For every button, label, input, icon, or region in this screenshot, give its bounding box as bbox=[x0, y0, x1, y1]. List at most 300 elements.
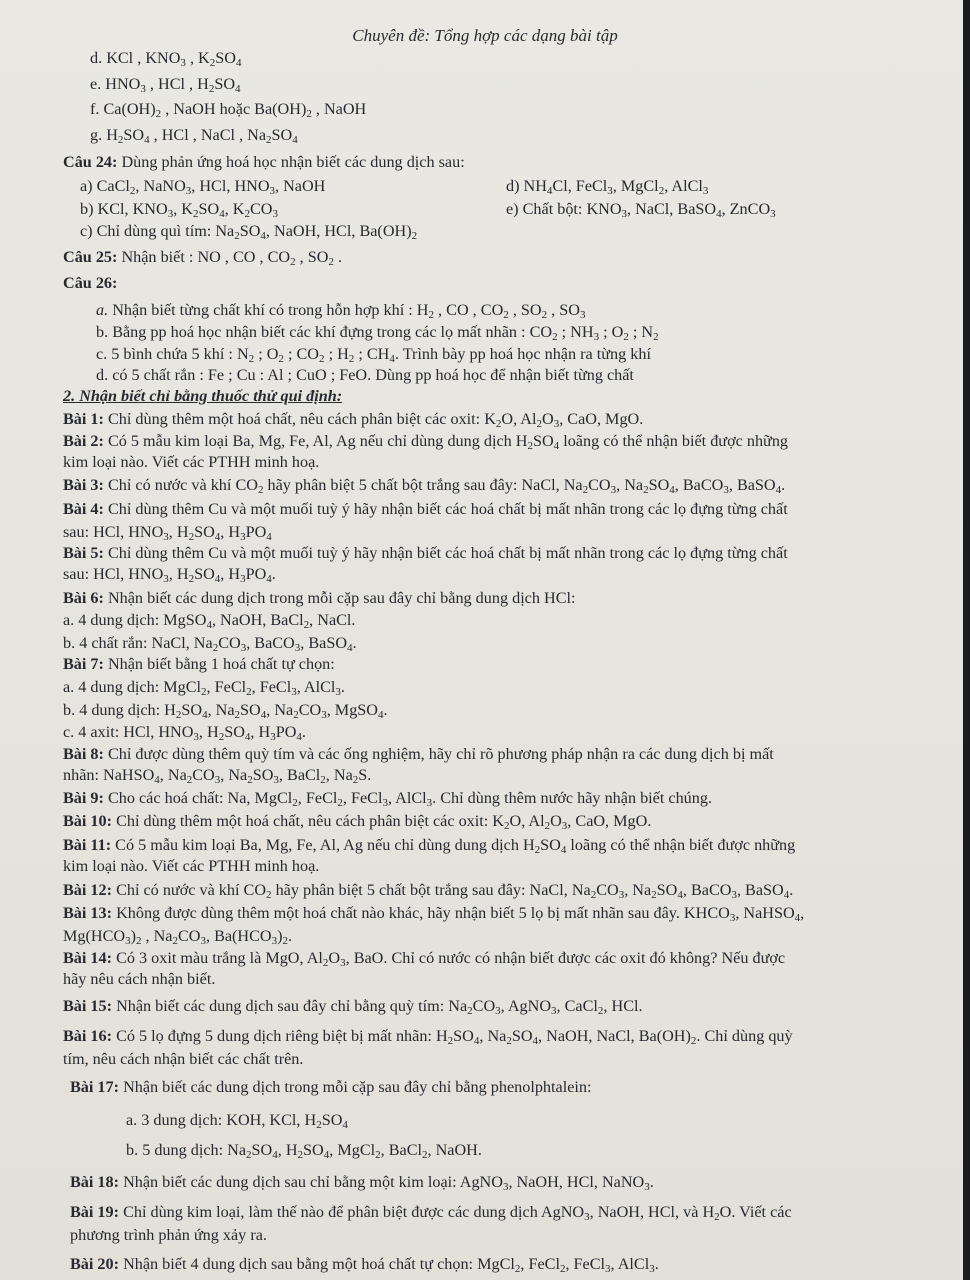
subscript: 4 bbox=[154, 774, 160, 786]
subscript: 2 bbox=[375, 1149, 381, 1161]
subscript: 2 bbox=[514, 1263, 521, 1275]
text-run: b. Bằng pp hoá học nhận biết các khí đựng trong các lọ mất nhãn : CO bbox=[96, 323, 553, 341]
text-run: , NaOH, HCl, NaNO bbox=[508, 1173, 645, 1191]
subscript: 4 bbox=[266, 531, 272, 543]
text-run: tím, nêu cách nhận biết các chất trên. bbox=[63, 1050, 304, 1068]
question-label: Câu 24: bbox=[63, 153, 122, 171]
text-run: SO bbox=[511, 1027, 533, 1045]
text-run: O, Al bbox=[501, 410, 537, 428]
text-run: ; N bbox=[628, 323, 654, 341]
text-line bbox=[63, 611, 355, 629]
text-run: , BaSO bbox=[300, 634, 348, 652]
text-line bbox=[63, 274, 117, 292]
text-run: , FeCl bbox=[206, 678, 247, 696]
text-run: , MgCl bbox=[612, 177, 659, 195]
subscript: 4 bbox=[206, 619, 212, 631]
text-line bbox=[63, 1027, 793, 1045]
text-line bbox=[90, 126, 298, 144]
text-run: Có 5 mẫu kim loại Ba, Mg, Fe, Al, Ag nếu chỉ dùng dung dịch H bbox=[115, 836, 535, 854]
text-run: , SO bbox=[295, 248, 329, 266]
text-run: SO bbox=[194, 565, 215, 583]
text-run: , Na bbox=[159, 766, 187, 784]
text-run: SO bbox=[181, 701, 203, 719]
text-line bbox=[90, 100, 366, 118]
subscript: 4 bbox=[202, 709, 208, 721]
text-run: Dùng phản ứng hoá học nhận biết các dung dịch sau: bbox=[121, 153, 465, 171]
text-line bbox=[96, 366, 634, 384]
text-run: , AlCl bbox=[296, 678, 336, 696]
text-run: CO bbox=[249, 200, 273, 218]
text-run: , BaSO bbox=[736, 881, 784, 899]
text-line bbox=[63, 949, 785, 967]
text-run: , K bbox=[173, 200, 193, 218]
text-run: SO bbox=[648, 476, 670, 494]
subscript: 4 bbox=[546, 185, 553, 197]
text-run: S. bbox=[358, 766, 372, 784]
subscript: 3 bbox=[551, 1005, 557, 1017]
subscript: 4 bbox=[716, 208, 722, 220]
subscript: 4 bbox=[473, 1035, 480, 1047]
text-run: SO bbox=[240, 701, 261, 719]
text-run: c) Chỉ dùng quì tím: Na bbox=[80, 222, 235, 240]
subscript: 2 bbox=[188, 573, 195, 585]
text-run: . bbox=[383, 701, 388, 719]
text-run: , NaOH bbox=[311, 100, 367, 118]
text-run: O. Viết các bbox=[719, 1203, 792, 1221]
subscript: 2 bbox=[292, 797, 298, 809]
text-run: Mg(HCO bbox=[63, 927, 126, 945]
text-run: , AlCl bbox=[387, 789, 427, 807]
subscript: 2 bbox=[248, 353, 255, 365]
subscript: 2 bbox=[328, 256, 334, 268]
subscript: 3 bbox=[163, 531, 169, 543]
subscript: 4 bbox=[244, 731, 251, 743]
text-run: a. 3 dung dịch: KOH, KCl, H bbox=[126, 1111, 317, 1129]
subscript: 3 bbox=[644, 1181, 650, 1193]
text-line bbox=[80, 177, 325, 195]
text-line bbox=[70, 1078, 591, 1096]
subscript: 4 bbox=[389, 353, 395, 365]
text-run: kim loại nào. Viết các PTHH minh hoạ. bbox=[63, 857, 320, 875]
subscript: 3 bbox=[502, 1181, 509, 1193]
page-header: Chuyên đề: Tổng hợp các dạng bài tập bbox=[352, 26, 618, 45]
text-run: , HCl. bbox=[603, 997, 643, 1015]
subscript: 2 bbox=[322, 957, 329, 969]
subscript: 2 bbox=[303, 619, 310, 631]
question-label: Bài 17: bbox=[70, 1078, 124, 1096]
subscript: 3 bbox=[340, 957, 346, 969]
subscript: 2 bbox=[282, 935, 289, 947]
subscript: 2 bbox=[218, 731, 225, 743]
text-run: Có 5 lọ đựng 5 dung dịch riêng biệt bị mất nhãn: H bbox=[116, 1027, 448, 1045]
text-line bbox=[126, 1141, 482, 1159]
text-run: , BaCO bbox=[674, 476, 724, 494]
text-run: Nhận biết bằng 1 hoá chất tự chọn: bbox=[107, 655, 335, 673]
text-run: , FeCl bbox=[251, 678, 292, 696]
text-line bbox=[63, 904, 804, 922]
question-label: Bài 16: bbox=[63, 1027, 117, 1045]
text-run: . bbox=[271, 565, 276, 583]
text-line bbox=[80, 200, 278, 218]
text-run: , NaOH, NaCl, Ba(OH) bbox=[538, 1027, 691, 1045]
text-run: , MgCl bbox=[329, 1141, 376, 1159]
text-run: . bbox=[654, 1255, 659, 1273]
text-run: CO bbox=[596, 881, 619, 899]
text-line bbox=[70, 1226, 267, 1244]
subscript: 2 bbox=[352, 774, 359, 786]
text-run: PO bbox=[245, 523, 267, 541]
text-line bbox=[63, 544, 788, 562]
text-line bbox=[63, 678, 345, 696]
subscript: 2 bbox=[208, 83, 215, 95]
text-run: ; CH bbox=[354, 345, 390, 363]
text-line bbox=[90, 75, 241, 93]
subscript: 2 bbox=[257, 484, 264, 496]
text-run: , FeCl bbox=[520, 1255, 560, 1273]
question-label: Bài 2: bbox=[63, 432, 108, 450]
subscript: 2 bbox=[559, 1263, 566, 1275]
text-line bbox=[96, 323, 659, 341]
text-run: loãng có thể nhận biết được những bbox=[566, 836, 796, 854]
text-line bbox=[63, 836, 795, 854]
text-run: . bbox=[352, 634, 357, 652]
text-line bbox=[63, 410, 643, 428]
subscript: 2 bbox=[192, 208, 199, 220]
subscript: 3 bbox=[335, 686, 341, 698]
text-run: loãng có thể nhận biết được những bbox=[559, 432, 789, 450]
subscript: 2 bbox=[597, 1005, 604, 1017]
text-run: , K bbox=[224, 200, 245, 218]
subscript: 3 bbox=[649, 1263, 655, 1275]
subscript: 3 bbox=[240, 531, 246, 543]
text-line bbox=[63, 523, 272, 541]
text-run: , FeCl bbox=[565, 1255, 606, 1273]
subscript: 4 bbox=[342, 1119, 348, 1131]
text-run: Chỉ dùng thêm một hoá chất, nêu cách phân biệt các oxit: K bbox=[116, 812, 505, 830]
text-run: , H bbox=[168, 565, 189, 583]
text-run: Nhận biết các dung dịch trong mỗi cặp sau đây chỉ bằng phenolphtalein: bbox=[123, 1078, 592, 1096]
subscript: 3 bbox=[702, 185, 709, 197]
subscript: 4 bbox=[144, 134, 150, 146]
text-run: SO bbox=[532, 432, 554, 450]
text-line bbox=[506, 177, 708, 195]
subscript: 4 bbox=[669, 484, 675, 496]
text-line bbox=[63, 500, 788, 518]
text-run: , ZnCO bbox=[721, 200, 771, 218]
text-run: a. 4 dung dịch: MgCl bbox=[63, 678, 202, 696]
subscript: 3 bbox=[618, 889, 625, 901]
text-run: . bbox=[301, 723, 306, 741]
subscript: 2 bbox=[278, 353, 284, 365]
subscript: 4 bbox=[235, 57, 242, 69]
subscript: 4 bbox=[260, 709, 267, 721]
subscript: 2 bbox=[527, 440, 533, 452]
text-run: , NaOH. bbox=[427, 1141, 482, 1159]
subscript: 3 bbox=[770, 208, 776, 220]
subscript: 3 bbox=[593, 331, 600, 343]
text-run: . bbox=[333, 248, 343, 266]
subscript: 2 bbox=[590, 889, 597, 901]
question-label: Bài 14: bbox=[63, 949, 117, 967]
subscript: 2 bbox=[422, 1149, 428, 1161]
subscript: 3 bbox=[272, 208, 278, 220]
subscript: 3 bbox=[382, 797, 388, 809]
text-run: Chỉ dùng thêm Cu và một muối tuỳ ý hãy nhận biết các hoá chất bị mất nhãn trong các lọ đựng từng chất bbox=[107, 544, 788, 562]
text-run: SO bbox=[303, 1141, 324, 1159]
subscript: 2 bbox=[714, 1211, 720, 1223]
text-run: , Na bbox=[479, 1027, 507, 1045]
text-run: . Chỉ dùng thêm nước hãy nhận biết chúng. bbox=[432, 789, 713, 807]
question-label: Bài 15: bbox=[63, 997, 117, 1015]
subscript: 3 bbox=[193, 731, 199, 743]
text-run: d. có 5 chất rắn : Fe ; Cu : Al ; CuO ; FeO. Dùng pp hoá học để nhận biết từng chất bbox=[96, 366, 634, 384]
question-label: Bài 9: bbox=[63, 789, 108, 807]
text-run: , AlCl bbox=[664, 177, 703, 195]
text-run: , HCl , NaCl , Na bbox=[149, 126, 267, 144]
subscript: 2 bbox=[246, 686, 252, 698]
text-run: , BaCl bbox=[380, 1141, 423, 1159]
text-run: , bbox=[800, 904, 805, 922]
text-run: , Na bbox=[616, 476, 644, 494]
subscript: 3 bbox=[731, 889, 737, 901]
subscript: 3 bbox=[180, 57, 186, 69]
subscript: 2 bbox=[690, 1035, 697, 1047]
text-line bbox=[63, 655, 335, 673]
text-run: Nhận biết từng chất khí có trong hỗn hợp khí : H bbox=[108, 301, 429, 319]
text-run: c. 4 axit: HCl, HNO bbox=[63, 723, 194, 741]
text-run: SO bbox=[453, 1027, 474, 1045]
text-line bbox=[63, 432, 788, 450]
subscript: 3 bbox=[270, 731, 276, 743]
subscript: 2 bbox=[234, 709, 241, 721]
subscript: 2 bbox=[582, 484, 589, 496]
text-line bbox=[63, 789, 712, 807]
subscript: 4 bbox=[214, 531, 221, 543]
text-run: b. 5 dung dịch: Na bbox=[126, 1141, 247, 1159]
text-run: SO bbox=[123, 126, 145, 144]
subscript: 2 bbox=[175, 709, 182, 721]
subscript: 2 bbox=[234, 230, 240, 242]
text-run: , SO bbox=[547, 301, 580, 319]
text-line bbox=[63, 476, 785, 494]
subscript: 4 bbox=[377, 709, 384, 721]
subscript: 2 bbox=[135, 935, 142, 947]
subscript: 2 bbox=[266, 889, 272, 901]
text-line bbox=[63, 745, 774, 763]
text-run: ) bbox=[277, 927, 283, 945]
text-run: , H bbox=[220, 523, 241, 541]
subscript: 2 bbox=[348, 353, 355, 365]
text-line bbox=[126, 1111, 348, 1129]
text-run: . bbox=[649, 1173, 654, 1191]
text-run: , CaO, MgO. bbox=[567, 812, 652, 830]
subscript: 3 bbox=[140, 83, 146, 95]
text-run: CO bbox=[218, 634, 241, 652]
subscript: 3 bbox=[579, 309, 586, 321]
text-run: a. bbox=[96, 301, 109, 319]
subscript: 3 bbox=[125, 935, 131, 947]
text-line bbox=[70, 1255, 659, 1273]
subscript: 2 bbox=[651, 889, 657, 901]
text-run: , Ba(HCO bbox=[205, 927, 272, 945]
question-label: Bài 8: bbox=[63, 745, 108, 763]
text-run: CO bbox=[192, 766, 215, 784]
text-run: e. HNO bbox=[90, 75, 141, 93]
text-line bbox=[63, 970, 215, 988]
subscript: 3 bbox=[214, 774, 221, 786]
text-run: hãy nêu cách nhận biết. bbox=[63, 970, 216, 988]
text-run: ; H bbox=[324, 345, 349, 363]
subscript: 2 bbox=[503, 309, 509, 321]
text-run: O, Al bbox=[509, 812, 545, 830]
question-label: Bài 12: bbox=[63, 881, 117, 899]
subscript: 2 bbox=[172, 935, 178, 947]
section-heading: 2. Nhận biết chỉ bằng thuốc thử qui định: bbox=[63, 387, 343, 405]
text-run: ) bbox=[130, 927, 136, 945]
subscript: 2 bbox=[209, 57, 216, 69]
subscript: 2 bbox=[319, 353, 325, 365]
question-label: Bài 11: bbox=[63, 836, 116, 854]
subscript: 2 bbox=[504, 820, 510, 832]
text-run: ; O bbox=[254, 345, 279, 363]
subscript: 2 bbox=[411, 230, 418, 242]
subscript: 2 bbox=[188, 531, 195, 543]
subscript: 2 bbox=[316, 1119, 322, 1131]
text-run: CO bbox=[177, 927, 201, 945]
subscript: 2 bbox=[467, 1005, 473, 1017]
subscript: 2 bbox=[495, 418, 502, 430]
text-line bbox=[63, 387, 342, 405]
subscript: 3 bbox=[553, 418, 560, 430]
subscript: 2 bbox=[155, 108, 162, 120]
text-run: . Chỉ dùng quỳ bbox=[696, 1027, 793, 1045]
subscript: 3 bbox=[240, 642, 247, 654]
question-label: Bài 1: bbox=[63, 410, 108, 428]
text-run: Có 3 oxit màu trắng là MgO, Al bbox=[116, 949, 323, 967]
text-run: SO bbox=[239, 222, 261, 240]
text-run: SO bbox=[271, 126, 293, 144]
subscript: 4 bbox=[214, 573, 221, 585]
text-run: SO bbox=[194, 523, 215, 541]
text-run: PO bbox=[275, 723, 297, 741]
subscript: 2 bbox=[552, 331, 558, 343]
subscript: 2 bbox=[297, 1149, 304, 1161]
subscript: 4 bbox=[272, 1149, 278, 1161]
subscript: 2 bbox=[212, 642, 219, 654]
text-line bbox=[63, 723, 306, 741]
text-run: , Na bbox=[325, 766, 353, 784]
subscript: 4 bbox=[532, 1035, 539, 1047]
text-run: , K bbox=[185, 49, 210, 67]
text-line bbox=[96, 345, 651, 363]
text-line bbox=[70, 1203, 792, 1221]
subscript: 2 bbox=[293, 709, 299, 721]
text-run: , H bbox=[220, 565, 241, 583]
text-line bbox=[80, 222, 417, 240]
subscript: 4 bbox=[219, 208, 225, 220]
subscript: 2 bbox=[447, 1035, 454, 1047]
text-run: , NaOH, HCl, và H bbox=[589, 1203, 715, 1221]
text-run: O bbox=[328, 949, 341, 967]
subscript: 2 bbox=[290, 256, 296, 268]
text-run: Nhận biết các dung dịch sau chỉ bằng một kim loại: AgNO bbox=[123, 1173, 503, 1191]
subscript: 2 bbox=[246, 1149, 252, 1161]
text-run: , Na bbox=[207, 701, 235, 719]
subscript: 3 bbox=[584, 1211, 590, 1223]
text-line bbox=[96, 301, 585, 319]
text-run: O bbox=[550, 812, 562, 830]
text-run: , NaOH, BaCl bbox=[211, 611, 304, 629]
text-run: , NaOH hoặc Ba(OH) bbox=[161, 100, 307, 118]
subscript: 3 bbox=[200, 935, 206, 947]
text-run: SO bbox=[321, 1111, 343, 1129]
text-run: CO bbox=[588, 476, 611, 494]
text-run: hãy phân biệt 5 chất bột trắng sau đây: NaCl, Na bbox=[271, 881, 591, 899]
text-run: SO bbox=[224, 723, 245, 741]
text-run: , NaCl, BaSO bbox=[627, 200, 717, 218]
text-run: . Trình bày pp hoá học nhận ra từng khí bbox=[394, 345, 651, 363]
text-run: , H bbox=[168, 523, 189, 541]
question-label: Bài 5: bbox=[63, 544, 108, 562]
subscript: 2 bbox=[201, 686, 207, 698]
text-line bbox=[63, 927, 292, 945]
text-run: d. KCl , KNO bbox=[90, 49, 181, 67]
text-run: e) Chất bột: KNO bbox=[506, 200, 622, 218]
text-run: a. 4 dung dịch: MgSO bbox=[63, 611, 207, 629]
subscript: 2 bbox=[544, 820, 551, 832]
text-line bbox=[506, 200, 776, 218]
subscript: 2 bbox=[117, 134, 124, 146]
text-line bbox=[90, 49, 241, 67]
text-run: CO bbox=[472, 997, 496, 1015]
question-label: Bài 7: bbox=[63, 655, 108, 673]
subscript: 4 bbox=[560, 844, 567, 856]
text-run: Cho các hoá chất: Na, MgCl bbox=[107, 789, 293, 807]
subscript: 2 bbox=[320, 774, 326, 786]
subscript: 2 bbox=[643, 484, 649, 496]
subscript: 3 bbox=[271, 935, 278, 947]
text-line bbox=[63, 589, 576, 607]
subscript: 3 bbox=[240, 573, 246, 585]
text-run: b) KCl, KNO bbox=[80, 200, 168, 218]
text-run: kim loại nào. Viết các PTHH minh hoạ. bbox=[63, 453, 320, 471]
text-run: , Na bbox=[141, 927, 173, 945]
subscript: 3 bbox=[729, 912, 736, 924]
subscript: 3 bbox=[621, 208, 628, 220]
subscript: 2 bbox=[541, 309, 548, 321]
text-line bbox=[63, 453, 319, 471]
subscript: 2 bbox=[428, 309, 434, 321]
text-run: a) CaCl bbox=[80, 177, 130, 195]
subscript: 4 bbox=[553, 440, 560, 452]
text-run: , HCl, HNO bbox=[191, 177, 270, 195]
subscript: 4 bbox=[794, 912, 801, 924]
subscript: 3 bbox=[269, 185, 276, 197]
page-edge bbox=[963, 0, 970, 1280]
text-line bbox=[63, 997, 643, 1015]
text-run: , MgSO bbox=[326, 701, 378, 719]
text-run: phương trình phản ứng xảy ra. bbox=[70, 1226, 267, 1244]
question-label: Bài 19: bbox=[70, 1203, 124, 1221]
subscript: 3 bbox=[723, 484, 729, 496]
text-run: , H bbox=[250, 723, 271, 741]
text-run: SO bbox=[214, 75, 236, 93]
subscript: 4 bbox=[235, 83, 241, 95]
text-run: , FeCl bbox=[297, 789, 338, 807]
text-line bbox=[63, 766, 371, 784]
subscript: 3 bbox=[291, 686, 297, 698]
subscript: 3 bbox=[321, 709, 327, 721]
